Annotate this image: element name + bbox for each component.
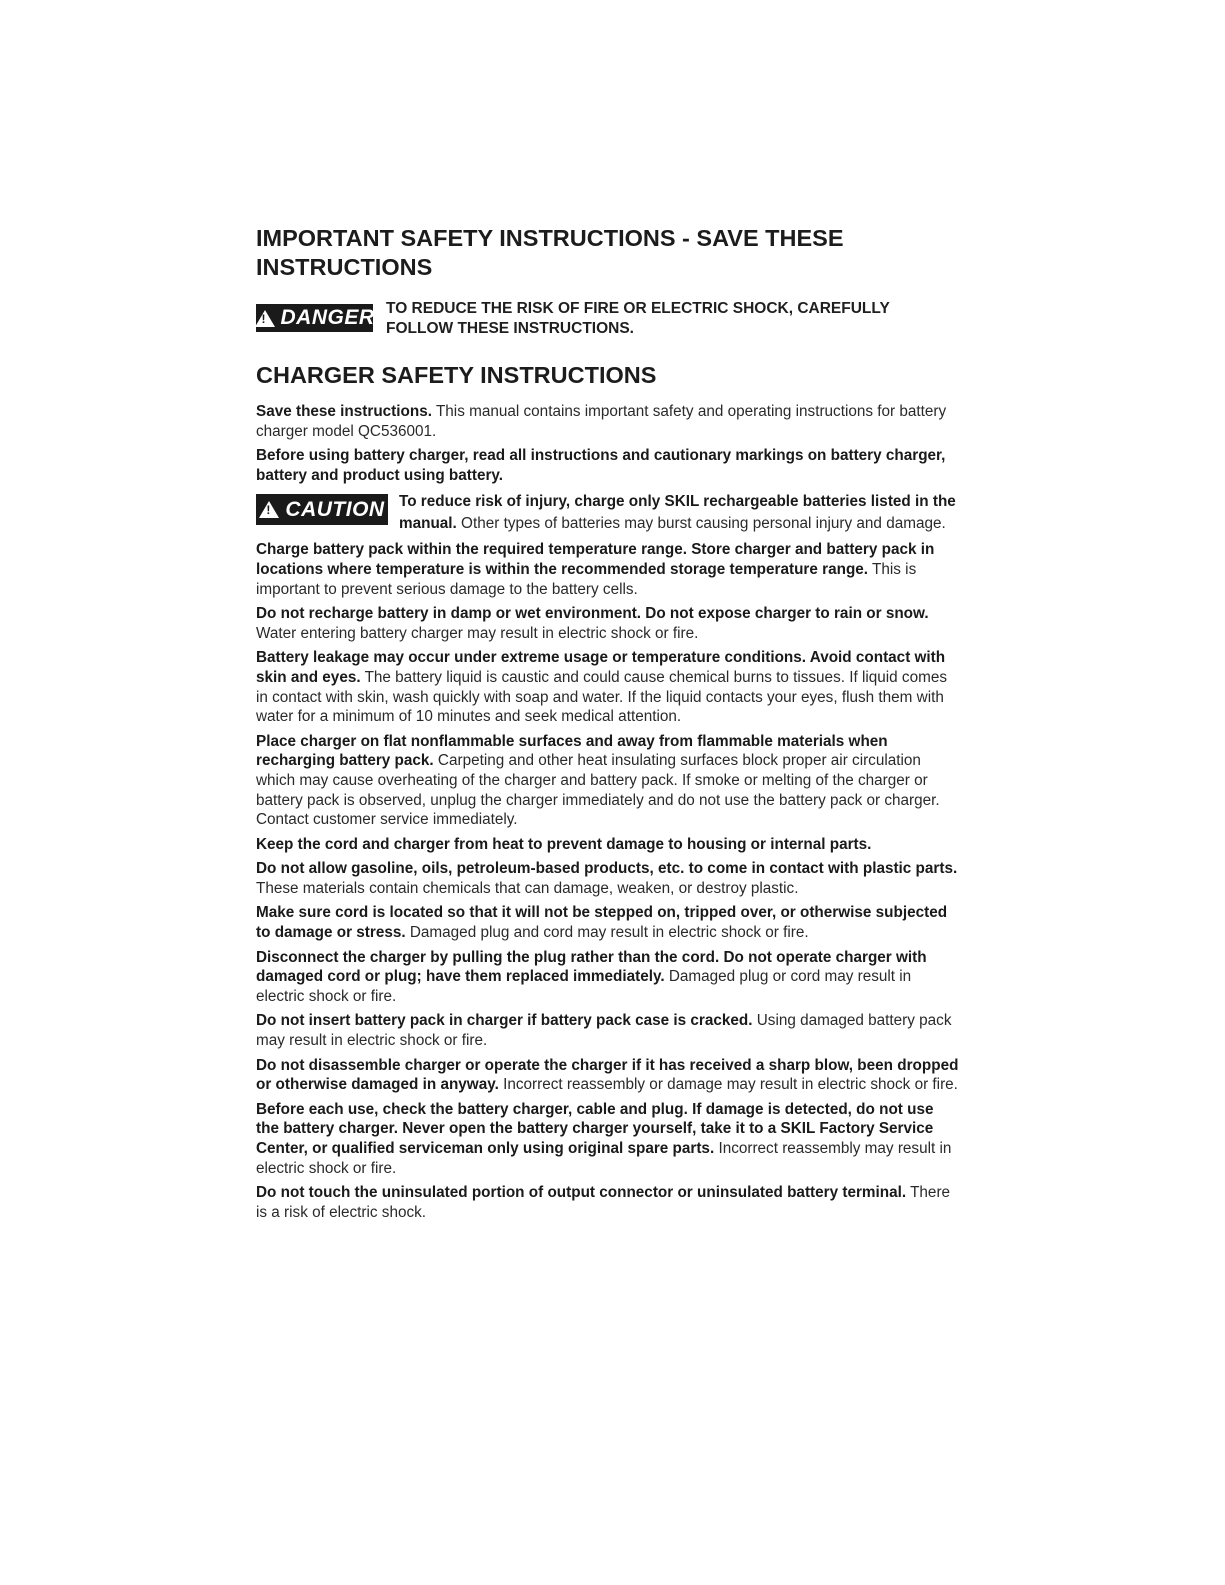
paragraph-bold: Keep the cord and charger from heat to prevent damage to housing or internal parts. [256, 835, 872, 853]
warning-triangle-icon [255, 310, 275, 327]
paragraph-bold: To reduce risk of injury, charge only SKIL rechargeable batteries listed in the manual. [399, 493, 956, 533]
paragraph-read-markings [256, 446, 960, 485]
paragraph-save-instructions [256, 402, 960, 441]
paragraph-leakage [256, 648, 960, 726]
paragraph-text: Incorrect reassembly may result in electric shock or fire. [256, 1140, 952, 1177]
paragraph-bold: Do not allow gasoline, oils, petroleum-based products, etc. to come in contact with plastic parts. [256, 860, 958, 878]
paragraph-cracked-pack [256, 1011, 960, 1050]
danger-notice [256, 299, 960, 339]
danger-label: DANGER [280, 306, 375, 329]
paragraph-bold: Charge battery pack within the required temperature range. Store charger and battery pack in locations where temperature is within the recommended storage temperature range. [256, 541, 935, 578]
paragraph-text: The battery liquid is caustic and could cause chemical burns to tissues. If liquid comes in contact with skin, wash quickly with soap and water. If the liquid contacts your eyes, flush them with water for a minimum of 10 minutes and seek medical attention. [256, 668, 947, 726]
caution-label: CAUTION [285, 497, 385, 521]
page-title: IMPORTANT SAFETY INSTRUCTIONS - SAVE THESE INSTRUCTIONS [256, 225, 844, 280]
paragraph-text: Other types of batteries may burst causing personal injury and damage. [456, 515, 946, 533]
paragraph-uninsulated [256, 1183, 960, 1222]
paragraph-gasoline [256, 859, 960, 898]
paragraph-bold: Disconnect the charger by pulling the plug rather than the cord. Do not operate charger with damaged cord or plug; have them replaced immediately. [256, 948, 927, 986]
manual-page [256, 224, 960, 1227]
section-title: CHARGER SAFETY INSTRUCTIONS [256, 362, 657, 388]
paragraph-cord-location [256, 903, 960, 942]
paragraph-text: This manual contains important safety and operating instructions for battery charger model QC536001. [256, 403, 947, 440]
paragraph-bold: Do not recharge battery in damp or wet environment. Do not expose charger to rain or snow. [256, 605, 929, 623]
danger-text: TO REDUCE THE RISK OF FIRE OR ELECTRIC SHOCK, CAREFULLY FOLLOW THESE INSTRUCTIONS. [386, 300, 890, 337]
paragraph-text: Damaged plug and cord may result in electric shock or fire. [405, 924, 809, 942]
paragraph-bold: Battery leakage may occur under extreme usage or temperature conditions. Avoid contact with skin and eyes. [256, 649, 946, 686]
paragraph-bold: Make sure cord is located so that it will not be stepped on, tripped over, or otherwise subjected to damage or stress. [256, 904, 948, 942]
paragraph-text: Damaged plug or cord may result in electric shock or fire. [256, 968, 912, 1005]
paragraph-text: Incorrect reassembly or damage may result in electric shock or fire. [498, 1076, 958, 1094]
caution-badge [256, 494, 388, 525]
paragraph-damp [256, 604, 960, 643]
paragraph-bold: Do not disassemble charger or operate the charger if it has received a sharp blow, been dropped or otherwise damaged in anyway. [256, 1056, 959, 1094]
paragraph-bold: Before using battery charger, read all instructions and cautionary markings on battery charger, battery and product using battery. [256, 447, 946, 484]
paragraph-text: There is a risk of electric shock. [256, 1184, 951, 1221]
paragraph-bold: Save these instructions. [256, 403, 432, 420]
paragraph-text: Using damaged battery pack may result in electric shock or fire. [256, 1012, 952, 1050]
paragraph-text: Water entering battery charger may result in electric shock or fire. [256, 624, 699, 642]
paragraph-text: These materials contain chemicals that can damage, weaken, or destroy plastic. [256, 879, 799, 897]
paragraph-placement [256, 732, 960, 830]
paragraph-text: This is important to prevent serious damage to the battery cells. [256, 560, 917, 598]
paragraph-check-before-use [256, 1100, 960, 1178]
paragraph-bold: Do not touch the uninsulated portion of output connector or uninsulated battery terminal. [256, 1184, 907, 1202]
paragraph-disconnect [256, 948, 960, 1007]
paragraph-bold: Do not insert battery pack in charger if battery pack case is cracked. [256, 1012, 753, 1030]
caution-notice [256, 490, 960, 535]
paragraph-text: Carpeting and other heat insulating surfaces block proper air circulation which may cause overheating of the charger and battery pack. If smoke or melting of the charger or battery pack is observed, unplug the charger immediately and do not use the battery pack or charger. Contact customer service immediately. [256, 752, 940, 829]
paragraph-heat [256, 835, 960, 855]
paragraph-disassemble [256, 1056, 960, 1095]
danger-badge [256, 304, 373, 332]
paragraph-bold: Before each use, check the battery charger, cable and plug. If damage is detected, do not use the battery charger. Never open the battery charger yourself, take it to a SKIL Factory Service Center, or qualified serviceman only using original spare parts. [256, 1100, 934, 1157]
paragraph-bold: Place charger on flat nonflammable surfaces and away from flammable materials when recharging battery pack. [256, 732, 888, 770]
paragraph-temperature [256, 540, 960, 599]
warning-triangle-icon [259, 501, 279, 518]
